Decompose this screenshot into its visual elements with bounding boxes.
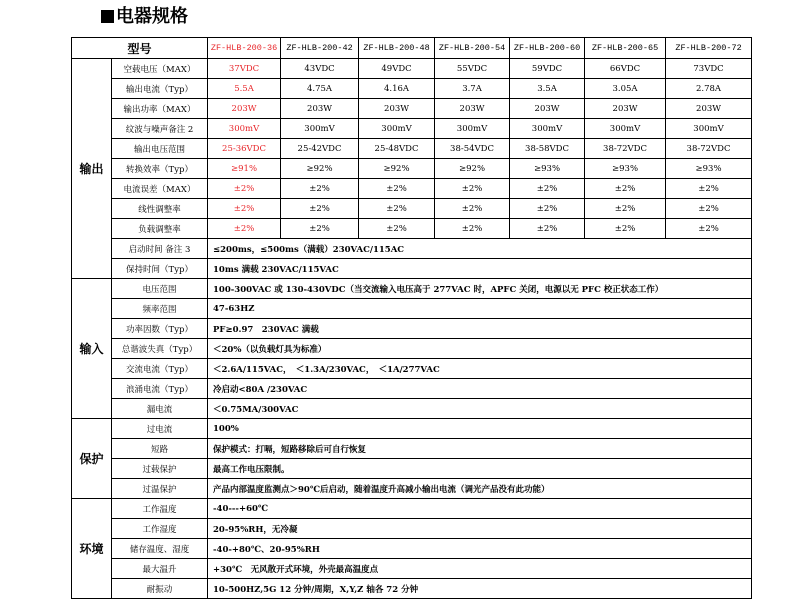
row-label: 总谐波失真（Typ） <box>112 339 208 359</box>
cell-value: ±2% <box>585 179 666 199</box>
row-label: 保持时间（Typ） <box>112 259 208 279</box>
row-label: 输出电流（Typ） <box>112 79 208 99</box>
model-name: ZF-HLB-200-48 <box>359 38 435 59</box>
cell-value: 55VDC <box>435 59 510 79</box>
cell-value: 300mV <box>666 119 752 139</box>
cell-value: ≥93% <box>666 159 752 179</box>
section-heading <box>101 4 188 30</box>
cell-value: 66VDC <box>585 59 666 79</box>
row-label: 空载电压（MAX） <box>112 59 208 79</box>
row-label: 工作温度 <box>112 499 208 519</box>
row-label: 频率范围 <box>112 299 208 319</box>
row-value: +30℃ 无风散开式环境，外壳最高温度点 <box>208 559 752 579</box>
row-value: ≤200ms，≤500ms（满载）230VAC/115AC <box>208 239 752 259</box>
cell-value: 203W <box>666 99 752 119</box>
cell-value: 4.16A <box>359 79 435 99</box>
table-row <box>72 359 752 379</box>
row-value: 100-300VAC 或 130-430VDC（当交流输入电压高于 277VAC 时，APFC 关闭，电源以无 PFC 校正状态工作） <box>208 279 752 299</box>
cell-value: 203W <box>435 99 510 119</box>
cell-value: 25-48VDC <box>359 139 435 159</box>
cell-value: ±2% <box>435 219 510 239</box>
table-row <box>72 579 752 599</box>
table-row <box>72 99 752 119</box>
cell-value: ±2% <box>359 219 435 239</box>
row-label: 最大温升 <box>112 559 208 579</box>
row-label: 过温保护 <box>112 479 208 499</box>
table-row <box>72 139 752 159</box>
cell-value: 3.7A <box>435 79 510 99</box>
cell-value: ±2% <box>435 179 510 199</box>
cell-value: 203W <box>585 99 666 119</box>
model-name: ZF-HLB-200-65 <box>585 38 666 59</box>
cell-value: ±2% <box>281 219 359 239</box>
row-label: 储存温度、湿度 <box>112 539 208 559</box>
table-row <box>72 399 752 419</box>
table-row <box>72 319 752 339</box>
row-value: 100% <box>208 419 752 439</box>
table-row <box>72 159 752 179</box>
row-label: 功率因数（Typ） <box>112 319 208 339</box>
cell-value: 5.5A <box>208 79 281 99</box>
model-label: 型号 <box>72 38 208 59</box>
table-row <box>72 479 752 499</box>
row-value: 冷启动<80A /230VAC <box>208 379 752 399</box>
cell-value: 203W <box>510 99 585 119</box>
row-label: 电流误差（MAX） <box>112 179 208 199</box>
cell-value: 203W <box>208 99 281 119</box>
cell-value: ≥92% <box>281 159 359 179</box>
cell-value: 38-72VDC <box>585 139 666 159</box>
cell-value: 3.5A <box>510 79 585 99</box>
cell-value: ±2% <box>510 199 585 219</box>
table-row <box>72 59 752 79</box>
cell-value: 4.75A <box>281 79 359 99</box>
cell-value: ±2% <box>666 179 752 199</box>
cell-value: ≥93% <box>510 159 585 179</box>
row-value: PF≥0.97 230VAC 满载 <box>208 319 752 339</box>
row-label: 漏电流 <box>112 399 208 419</box>
row-value: 20-95%RH，无冷凝 <box>208 519 752 539</box>
cell-value: 43VDC <box>281 59 359 79</box>
table-row <box>72 79 752 99</box>
cell-value: ±2% <box>666 219 752 239</box>
row-value: 10-500HZ,5G 12 分钟/周期，X,Y,Z 轴各 72 分钟 <box>208 579 752 599</box>
row-value: 10ms 满载 230VAC/115VAC <box>208 259 752 279</box>
table-row <box>72 239 752 259</box>
model-name: ZF-HLB-200-72 <box>666 38 752 59</box>
cell-value: ±2% <box>585 219 666 239</box>
row-label: 纹波与噪声备注 2 <box>112 119 208 139</box>
row-label: 过电流 <box>112 419 208 439</box>
table-row <box>72 279 752 299</box>
table-row <box>72 219 752 239</box>
model-name: ZF-HLB-200-54 <box>435 38 510 59</box>
row-label: 负载调整率 <box>112 219 208 239</box>
cell-value: 2.78A <box>666 79 752 99</box>
row-value: -40-+80℃、20-95%RH <box>208 539 752 559</box>
cell-value: ±2% <box>208 219 281 239</box>
cell-value: ≥91% <box>208 159 281 179</box>
cell-value: 59VDC <box>510 59 585 79</box>
cell-value: ≥93% <box>585 159 666 179</box>
row-label: 线性调整率 <box>112 199 208 219</box>
table-row <box>72 559 752 579</box>
row-value: 保护模式：打嗝，短路移除后可自行恢复 <box>208 439 752 459</box>
model-header-row <box>72 38 752 59</box>
row-label: 电压范围 <box>112 279 208 299</box>
row-label: 转换效率（Typ） <box>112 159 208 179</box>
cell-value: 300mV <box>435 119 510 139</box>
cell-value: ±2% <box>208 199 281 219</box>
cell-value: ±2% <box>281 179 359 199</box>
cell-value: 38-72VDC <box>666 139 752 159</box>
cell-value: 38-58VDC <box>510 139 585 159</box>
group-label-input: 输入 <box>72 279 112 419</box>
cell-value: ±2% <box>666 199 752 219</box>
cell-value: ≥92% <box>359 159 435 179</box>
cell-value: ±2% <box>510 219 585 239</box>
model-name: ZF-HLB-200-60 <box>510 38 585 59</box>
table-row <box>72 179 752 199</box>
table-row <box>72 299 752 319</box>
row-value: ＜20%（以负载灯具为标准） <box>208 339 752 359</box>
cell-value: ±2% <box>359 179 435 199</box>
row-value: ＜0.75MA/300VAC <box>208 399 752 419</box>
cell-value: ±2% <box>359 199 435 219</box>
row-label: 启动时间 备注 3 <box>112 239 208 259</box>
cell-value: 300mV <box>208 119 281 139</box>
group-label-protection: 保护 <box>72 419 112 499</box>
group-label-output: 输出 <box>72 59 112 279</box>
row-value: 最高工作电压限制。 <box>208 459 752 479</box>
row-value: -40---+60℃ <box>208 499 752 519</box>
row-label: 过载保护 <box>112 459 208 479</box>
cell-value: 25-36VDC <box>208 139 281 159</box>
model-name: ZF-HLB-200-42 <box>281 38 359 59</box>
table-row <box>72 419 752 439</box>
cell-value: ±2% <box>281 199 359 219</box>
cell-value: 300mV <box>281 119 359 139</box>
row-label: 输出功率（MAX） <box>112 99 208 119</box>
row-label: 输出电压范围 <box>112 139 208 159</box>
row-label: 工作湿度 <box>112 519 208 539</box>
cell-value: 73VDC <box>666 59 752 79</box>
table-row <box>72 379 752 399</box>
table-row <box>72 459 752 479</box>
cell-value: 25-42VDC <box>281 139 359 159</box>
table-row <box>72 119 752 139</box>
cell-value: ±2% <box>435 199 510 219</box>
cell-value: 38-54VDC <box>435 139 510 159</box>
row-value: 产品内部温度监测点＞90℃后启动，随着温度升高减小输出电流（调光产品没有此功能） <box>208 479 752 499</box>
cell-value: 300mV <box>585 119 666 139</box>
table-row <box>72 199 752 219</box>
cell-value: 203W <box>281 99 359 119</box>
cell-value: 300mV <box>359 119 435 139</box>
cell-value: 300mV <box>510 119 585 139</box>
cell-value: ≥92% <box>435 159 510 179</box>
cell-value: 3.05A <box>585 79 666 99</box>
cell-value: ±2% <box>585 199 666 219</box>
table-row <box>72 339 752 359</box>
row-label: 短路 <box>112 439 208 459</box>
square-bullet-icon <box>101 10 114 23</box>
cell-value: ±2% <box>510 179 585 199</box>
row-value: ＜2.6A/115VAC， ＜1.3A/230VAC， ＜1A/277VAC <box>208 359 752 379</box>
table-row <box>72 259 752 279</box>
cell-value: 37VDC <box>208 59 281 79</box>
table-row <box>72 539 752 559</box>
row-label: 耐振动 <box>112 579 208 599</box>
group-label-environment: 环境 <box>72 499 112 599</box>
model-name: ZF-HLB-200-36 <box>208 38 281 59</box>
spec-table <box>71 37 752 599</box>
cell-value: 49VDC <box>359 59 435 79</box>
table-row <box>72 519 752 539</box>
cell-value: 203W <box>359 99 435 119</box>
row-value: 47-63HZ <box>208 299 752 319</box>
cell-value: ±2% <box>208 179 281 199</box>
row-label: 交流电流（Typ） <box>112 359 208 379</box>
table-row <box>72 439 752 459</box>
row-label: 浪涌电流（Typ） <box>112 379 208 399</box>
table-row <box>72 499 752 519</box>
section-title: 电器规格 <box>116 6 188 27</box>
